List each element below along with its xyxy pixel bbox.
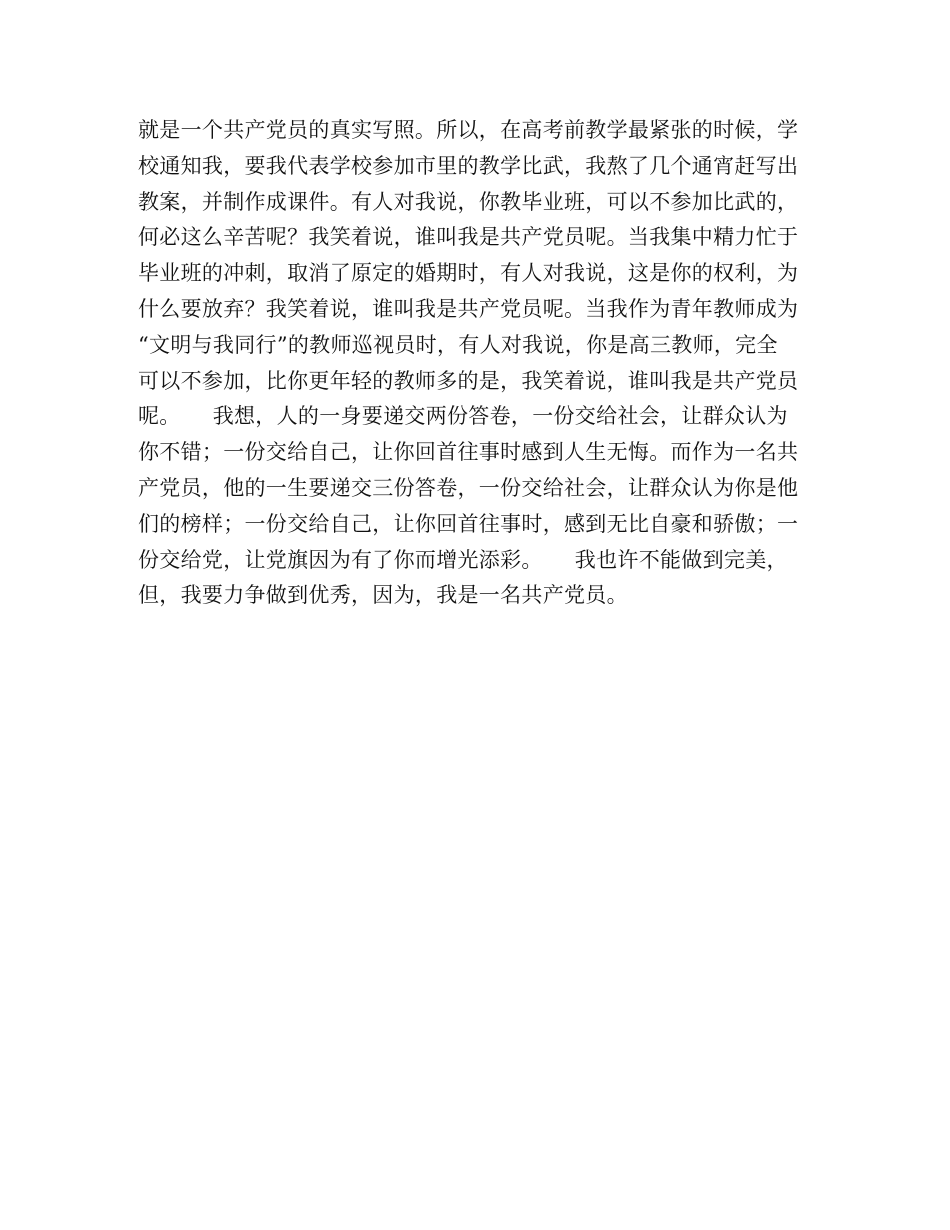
text-line: 就是一个共产党员的真实写照。所以，在高考前教学最紧张的时候，学 <box>138 118 799 142</box>
text-line: 毕业班的冲刺，取消了原定的婚期时，有人对我说，这是你的权利，为 <box>138 261 799 286</box>
text-line: 你不错；一份交给自己，让你回首往事时感到人生无悔。而作为一名共 <box>138 440 799 465</box>
text-line: 教案，并制作成课件。有人对我说，你教毕业班，可以不参加比武的， <box>138 189 799 214</box>
text-line: 产党员，他的一生要递交三份答卷，一份交给社会，让群众认为你是他 <box>138 475 799 500</box>
body-text <box>138 113 818 614</box>
text-line: 但，我要力争做到优秀，因为，我是一名共产党员。 <box>138 583 628 608</box>
text-line: 呢。 我想，人的一身要递交两份答卷，一份交给社会，让群众认为 <box>138 404 788 429</box>
text-line: “文明与我同行”的教师巡视员时，有人对我说，你是高三教师，完全 <box>138 332 778 357</box>
text-line: 们的榜样；一份交给自己，让你回首往事时，感到无比自豪和骄傲；一 <box>138 511 799 536</box>
text-line: 校通知我，要我代表学校参加市里的教学比武，我熬了几个通宵赶写出 <box>138 153 799 178</box>
text-line: 何必这么辛苦呢？我笑着说，谁叫我是共产党员呢。当我集中精力忙于 <box>138 225 799 250</box>
text-line: 份交给党，让党旗因为有了你而增光添彩。 我也许不能做到完美， <box>138 547 788 572</box>
text-line: 什么要放弃？我笑着说，谁叫我是共产党员呢。当我作为青年教师成为 <box>138 296 799 321</box>
text-line: 可以不参加，比你更年轻的教师多的是，我笑着说，谁叫我是共产党员 <box>138 368 799 393</box>
